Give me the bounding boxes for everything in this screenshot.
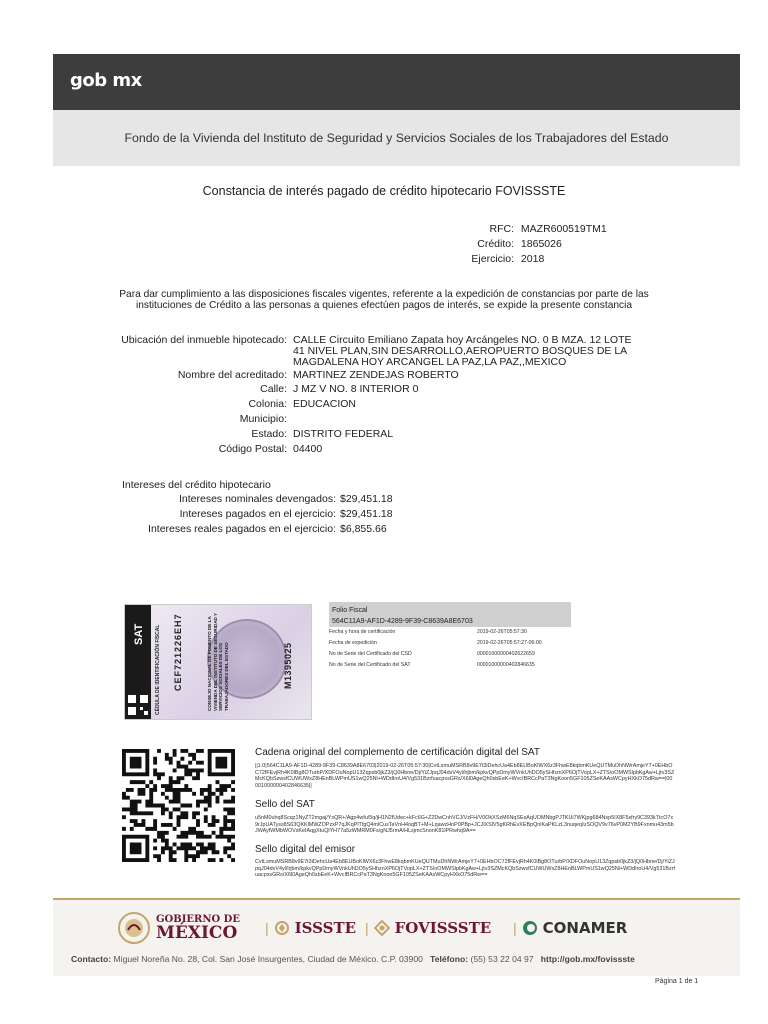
fovissste-logo bbox=[365, 913, 491, 943]
folio-fiscal-table bbox=[329, 602, 571, 671]
ejercicio-row bbox=[440, 252, 544, 267]
detail-value: EDUCACION bbox=[293, 398, 357, 410]
conamer-logo bbox=[513, 913, 627, 943]
footer bbox=[53, 900, 740, 976]
sello-emisor-text: CvtLsmuMSRB8v9E7t3iDehcUa4Eb8EUBoKlWX6z3FhwE8kqbmKUeQUTMuDhNWrAmjeY7+0EHbOC72fFEvjRh4K0lBg8OTurbP/XDFOuNopU13Zqpsb0jkZ3/jQ0Hbne/Dj/YiZJpqJ04dvV4yl/lrjbm/kpkvQPpDmyWVnkUhDO5ySHhznXP6OjTVopLX+ZTS/oOMWSlpbKgAw+Ljtv3SZMcKQbSzwsfCUWUWxZ8HEnBLWPmUS1wQ25Nl+WDdIroU4/Vg531BzrfuacpxsGRs/X6l0AgeQh0sbEeK+WvcIBRCcPaT3NgKoon5GF105ZSeKAAsWCpyHXkO75dRw== bbox=[255, 859, 675, 879]
detail-value bbox=[293, 414, 643, 425]
detail-row bbox=[100, 414, 643, 425]
folio-row bbox=[329, 649, 571, 660]
issste-text: ISSSTE bbox=[294, 919, 357, 937]
mexico-text: MÉXICO bbox=[156, 922, 238, 943]
card-code: CEF721226EH7 bbox=[173, 613, 183, 691]
ejercicio-value: 2018 bbox=[520, 253, 545, 265]
folio-row-value: 00001000000402846635 bbox=[477, 662, 535, 668]
detail-row bbox=[100, 444, 643, 455]
contact-label: Contacto: bbox=[71, 954, 112, 964]
institution-banner bbox=[53, 110, 740, 166]
rfc-label: RFC: bbox=[489, 223, 514, 235]
footer-url[interactable]: http://gob.mx/fovissste bbox=[540, 954, 635, 964]
document-title: Constancia de interés pagado de crédito hipotecario FOVISSSTE bbox=[202, 184, 566, 198]
folio-row bbox=[329, 627, 571, 638]
sello-sat-text: u5nM0uhq8Scqz1NyZT2mgaj/YsQR+/Agp4wfu/5q/jH1N2fUdec+kFc6G+Z2DwCnhVCJ/VzFH/V0OkXSzM6NqSEsAqUOMNbgPJTKUi7WKjpg684Nsp5IX8F5sfry9C393kTtcO7x9rJpUATyss8S63QKKlMWZOPzxP7qJKqPlTfgQ4mlCusTeVnH4oqBT+M+LqawzHnP0PBp+JCJlXSlV5gKRhEvXEBpQnlKaPKLzL3nuqeq/uSOQV9v76vP0M2YB9Fxnmu43m5bJWAyfWMbWOVsKeIAqgXtuQlYH77a5zWMRM0Fs/gNJ5rmA/HLsjmcSnonK81lPRwhq9A== bbox=[255, 815, 674, 835]
rfc-row bbox=[440, 222, 607, 237]
detail-value: CALLE Circuito Emiliano Zapata hoy Arcángeles NO. 0 B MZA. 12 LOTE 41 NIVEL PLAN,SIN DESARROLLO,AEROPUERTO BOSQUES DE LA MAGDALENA HOY ARCANGEL LA PAZ,LA PAZ,,MEXICO bbox=[293, 334, 632, 368]
card-side-band bbox=[125, 605, 151, 720]
folio-row bbox=[329, 660, 571, 671]
conamer-emblem-icon bbox=[522, 920, 538, 936]
interest-value: $6,855.66 bbox=[340, 523, 387, 535]
interest-value: $29,451.18 bbox=[340, 493, 393, 505]
interest-row bbox=[100, 523, 387, 535]
detail-row bbox=[100, 429, 643, 440]
interest-value: $29,451.18 bbox=[340, 508, 393, 520]
qr-code-icon bbox=[122, 749, 235, 862]
phone-label: Teléfono: bbox=[430, 954, 469, 964]
folio-row-label: No de Serie del Certificado del CSD bbox=[329, 651, 412, 657]
fovissste-emblem-icon bbox=[374, 920, 390, 936]
detail-row bbox=[100, 384, 643, 395]
folio-row-label: Fecha de expedición bbox=[329, 640, 377, 646]
sat-id-card bbox=[124, 604, 312, 720]
issste-emblem-icon bbox=[274, 920, 290, 936]
cadena-text: ||1.0|564C11A9-AF1D-4289-9F39-C8639A8E6703|2019-02-26T05:57:30|CvtLsmuMSRB8v9E7t3iDehcUa4Eb8EUBoKlWX6z3FhwE8kqbmKUeQUTMuDhNWrAmjeY7+0EHbOC72fFEvjRh4K0lBg8OTurbP/XDFOuNopU13Zqpsb0jkZ3/jQ0Hbne/Dj/YiZJpqJ04dvV4yl/lrjbm/kpkvQPpDmyWVnkUhDO5ySHhznXP6OjTVopLX+ZTS/oOMWSlpbKgAw+Ljtv3SZMcKQbSzwsfCUWUWxZ8HEnBLWPmUS1wQ25Nl+WDdIroU4/Vg531BzrfuacpxsGRs/X6l0AgeQh0sbEeK+WvcIBRCcPaT3NgKoon5GF105ZSeKAAsWCpyHXkO75dRw==|00001000000402846635|| bbox=[255, 763, 675, 789]
cadena-title: Cadena original del complemento de certificación digital del SAT bbox=[255, 747, 540, 758]
interests-title: Intereses del crédito hipotecario bbox=[122, 479, 271, 491]
interest-row bbox=[100, 493, 393, 505]
legal-paragraph: Para dar cumplimiento a las disposiciones fiscales vigentes, referente a la expedición de constancias por parte de las instituciones de Crédito a las personas a quienes efectúen pagos de interés, se expide la presente constancia bbox=[119, 289, 649, 311]
rfc-value: MAZR600519TM1 bbox=[520, 223, 607, 235]
page-number: Página 1 de 1 bbox=[655, 978, 699, 985]
divider-icon: | bbox=[365, 920, 369, 936]
folio-row-label: No de Serie del Certificado del SAT bbox=[329, 662, 411, 668]
gobierno-mexico-logo bbox=[117, 913, 240, 943]
institution-name: Fondo de la Vivienda del Instituto de Seguridad y Servicios Sociales de los Trabajadores del Estado bbox=[124, 131, 669, 145]
sat-logo-text: SAT bbox=[133, 623, 145, 645]
detail-value: 04400 bbox=[293, 443, 323, 455]
credito-value: 1865026 bbox=[520, 238, 562, 250]
detail-label: Código Postal: bbox=[218, 443, 287, 455]
detail-label: Estado: bbox=[251, 428, 287, 440]
qr-mini-icon bbox=[128, 695, 148, 715]
detail-row bbox=[100, 370, 643, 381]
gob-mx-logo: gob mx bbox=[70, 70, 142, 91]
detail-value: J MZ V NO. 8 INTERIOR 0 bbox=[293, 383, 419, 395]
contact-address: Miguel Noreña No. 28, Col. San José Insurgentes, Ciudad de México. C.P. 03900 bbox=[113, 954, 423, 964]
detail-label: Colonia: bbox=[248, 398, 287, 410]
phone-value: (55) 53 22 04 97 bbox=[470, 954, 534, 964]
card-body bbox=[151, 605, 311, 719]
folio-row bbox=[329, 638, 571, 649]
folio-row-value: 2019-02-26T05:57:27-06:00 bbox=[477, 640, 542, 646]
gobierno-de-text: GOBIERNO DE bbox=[156, 913, 240, 925]
conamer-text: CONAMER bbox=[542, 919, 628, 937]
folio-uuid: 564C11A9-AF1D-4289-9F39-C8639A8E6703 bbox=[332, 618, 473, 625]
detail-label: Municipio: bbox=[239, 413, 287, 425]
divider-icon: | bbox=[265, 920, 269, 936]
detail-row bbox=[100, 399, 643, 410]
fovissste-text: FOVISSSTE bbox=[394, 919, 492, 937]
sello-sat-title: Sello del SAT bbox=[255, 799, 315, 810]
folio-row-value: 00001000000402622659 bbox=[477, 651, 535, 657]
detail-label: Ubicación del inmueble hipotecado: bbox=[121, 334, 287, 346]
folio-row-value: 2019-02-26T05:57:30 bbox=[477, 629, 527, 635]
issste-logo bbox=[265, 913, 356, 943]
gob-header bbox=[53, 54, 740, 110]
card-seal-text: CONSEJO NACIONAL DE FOMENTO DE LA VIVIENDA DEL INSTITUTO DE SEGURIDAD Y SERVICIOS SOCIALES DE LOS TRABAJADORES DEL ESTADO bbox=[207, 612, 229, 711]
interest-label: Intereses reales pagados en el ejercicio: bbox=[148, 523, 336, 535]
credito-label: Crédito: bbox=[477, 238, 514, 250]
folio-row-label: Fecha y hora de certificación bbox=[329, 629, 396, 635]
contact-line bbox=[71, 954, 635, 964]
sello-emisor-title: Sello digital del emisor bbox=[255, 844, 356, 855]
interest-label: Intereses nominales devengados: bbox=[178, 493, 336, 505]
divider-icon: | bbox=[513, 920, 517, 936]
credito-row bbox=[440, 237, 562, 252]
card-label: CÉDULA DE IDENTIFICACIÓN FISCAL bbox=[155, 624, 161, 715]
folio-title: Folio Fiscal bbox=[332, 607, 368, 614]
folio-header bbox=[329, 602, 571, 627]
escudo-icon bbox=[117, 911, 151, 945]
card-serial: M1395025 bbox=[283, 642, 293, 689]
interest-label: Intereses pagados en el ejercicio: bbox=[179, 508, 336, 520]
ejercicio-label: Ejercicio: bbox=[471, 253, 514, 265]
detail-row bbox=[100, 335, 643, 368]
detail-label: Calle: bbox=[260, 383, 287, 395]
detail-value: MARTINEZ ZENDEJAS ROBERTO bbox=[293, 369, 459, 381]
detail-value: DISTRITO FEDERAL bbox=[293, 428, 394, 440]
detail-label: Nombre del acreditado: bbox=[177, 369, 287, 381]
interest-row bbox=[100, 508, 393, 520]
